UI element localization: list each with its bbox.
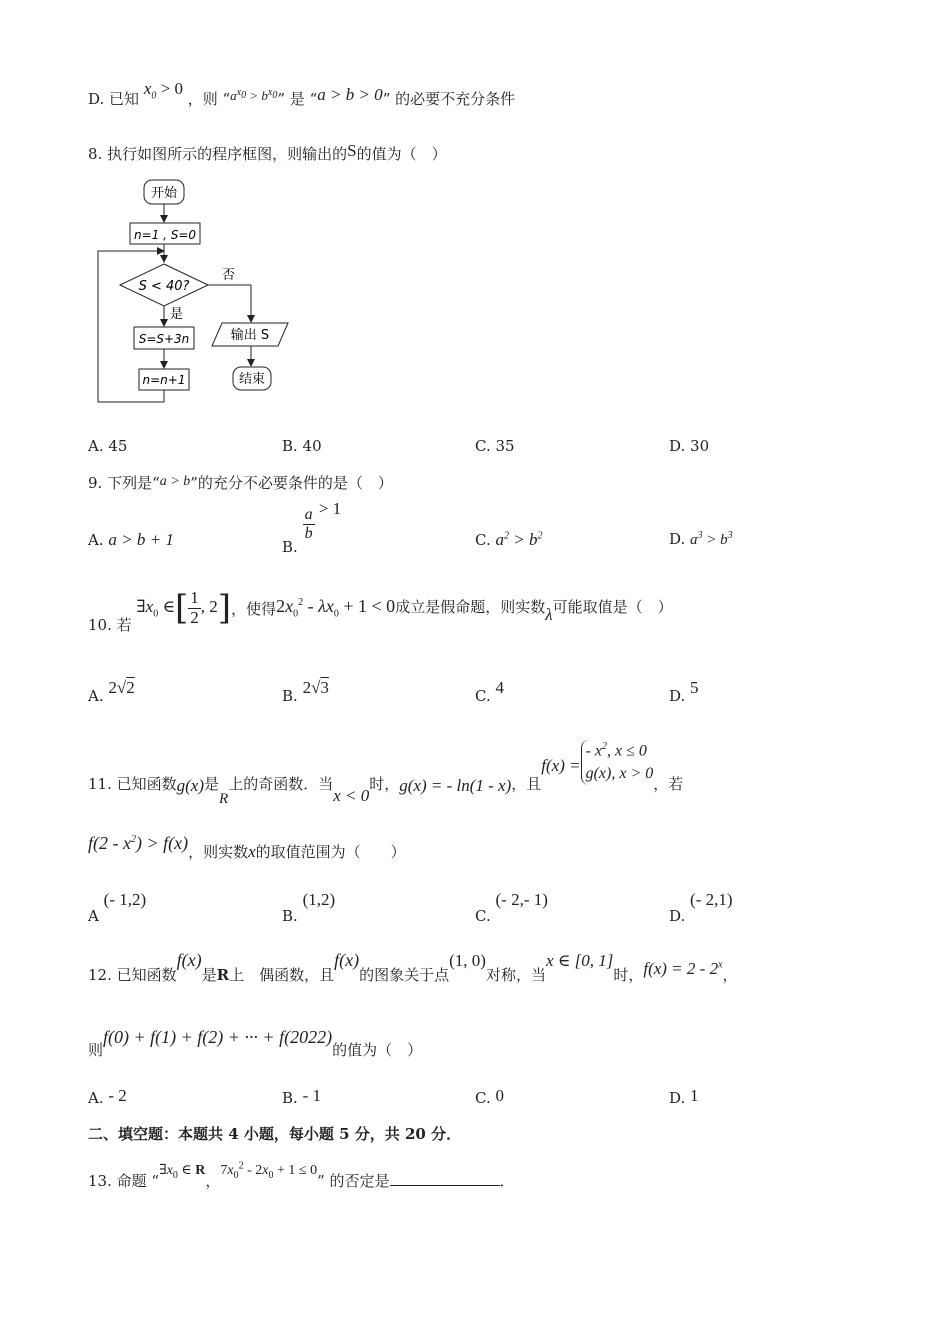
q8-option-b[interactable]: B. 40	[282, 437, 322, 455]
svg-text:S=S+3n: S=S+3n	[138, 332, 190, 346]
q11-option-d[interactable]: D. (- 2,1)	[669, 890, 733, 925]
svg-text:否: 否	[222, 268, 236, 283]
q7-option-d: D. 已知 $x_0 > 0$ ，则 “$a^{x_0} > b^{x_0}$” 是 “a > b > 0” 的必要不充分条件	[88, 79, 516, 108]
q10-option-d[interactable]: D. 5	[669, 678, 699, 705]
q10-option-a[interactable]: A. 2√2	[88, 678, 135, 705]
section-heading: 二、填空题：本题共 4 小题，每小题 5 分，共 20 分．	[88, 1125, 462, 1143]
q13-answer-blank[interactable]	[390, 1171, 500, 1186]
q10-stem: 10. 若 $\exists x_0$ ∈[ $\frac{1}{2}$ , 2]，使得$2x_0^2 - \lambda x_0 + 1 < 0$成立是假命题，则实数λ可能取值是（ ）	[88, 587, 673, 634]
q8-flowchart	[90, 172, 310, 412]
q9-option-b[interactable]: B. $\frac{a}{b}$ > 1	[282, 499, 342, 557]
q12-stem: 12. 已知函数f(x)是R上 偶函数，且f(x)的图象关于点(1, 0)对称，当x ∈ [0, 1]时，f(x) = 2 - 2$^x$，	[88, 950, 738, 984]
q8-stem: 8. 执行如图所示的程序框图，则输出的S的值为（ ）	[88, 141, 447, 163]
q11-option-b[interactable]: B. (1,2)	[282, 890, 336, 925]
q9-stem: 9. 下列是“a > b”的充分不必要条件的是（ ）	[88, 474, 393, 492]
q11-stem: 11. 已知函数g(x)是R上的奇函数．当x < 0时，g(x) = - ln(1 - x)，且$f(x) =- x^2$, x ≤ 0 g(x), x > 0，若	[88, 741, 684, 807]
svg-text:n=1 , S=0: n=1 , S=0	[133, 228, 197, 242]
q9-option-a[interactable]: A. a > b + 1	[88, 530, 174, 549]
q9-option-d[interactable]: D. $a^3 > b^3$	[669, 530, 733, 548]
q13-stem: 13. 命题 “$\exists x_0$ ∈ R，$7x_0^2 - 2x_0 + 1 \le 0$” 的否定是 ．	[88, 1160, 515, 1190]
q10-option-b[interactable]: B. 2√3	[282, 678, 329, 705]
q12-option-a[interactable]: A. - 2	[88, 1086, 127, 1107]
q11-stem-2: $f(2 - x^2) > f(x)$，则实数x的取值范围为（ ）	[88, 833, 406, 861]
q12-option-d[interactable]: D. 1	[669, 1086, 699, 1107]
svg-text:是: 是	[170, 307, 184, 322]
svg-text:输出 S: 输出 S	[230, 328, 270, 343]
q12-stem-2: 则f(0) + f(1) + f(2) + ··· + f(2022)的值为（ ）	[88, 1027, 423, 1059]
q8-option-a[interactable]: A. 45	[88, 437, 128, 455]
q11-option-c[interactable]: C. (- 2,- 1)	[475, 890, 548, 925]
q10-option-c[interactable]: C. 4	[475, 678, 504, 705]
svg-text:开始: 开始	[150, 186, 178, 201]
q9-option-c[interactable]: C. $a^2 > b^2$	[475, 530, 543, 549]
svg-text:结束: 结束	[238, 372, 266, 387]
q12-option-b[interactable]: B. - 1	[282, 1086, 321, 1107]
q11-option-a[interactable]: A (- 1,2)	[88, 890, 147, 925]
svg-text:S < 40?: S < 40?	[138, 279, 190, 294]
q8-option-c[interactable]: C. 35	[475, 437, 515, 455]
svg-text:n=n+1: n=n+1	[142, 373, 186, 387]
q12-option-c[interactable]: C. 0	[475, 1086, 504, 1107]
q8-option-d[interactable]: D. 30	[669, 437, 710, 455]
